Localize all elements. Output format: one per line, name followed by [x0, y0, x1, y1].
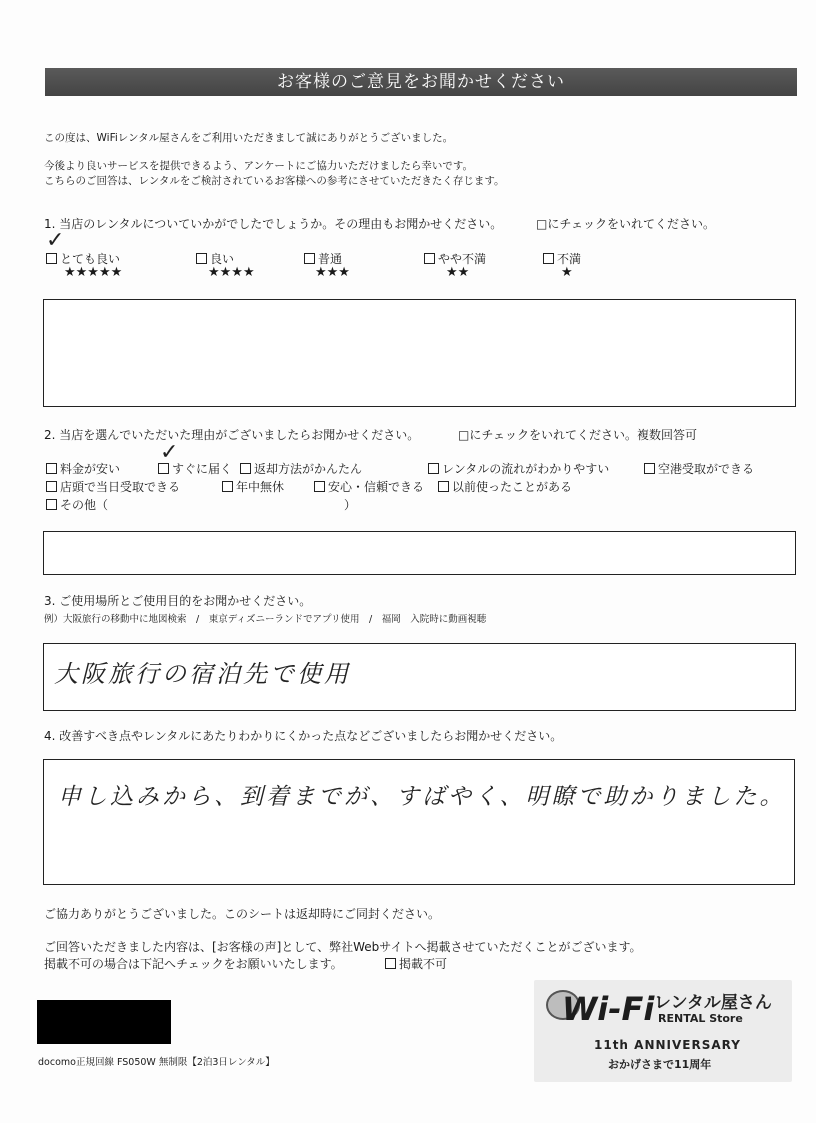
- rental-plan-text: docomo正規回線 FS050W 無制限【2泊3日レンタル】: [38, 1057, 275, 1068]
- question-2-instruction: □にチェックをいれてください。複数回答可: [458, 428, 697, 442]
- checkbox[interactable]: [314, 481, 325, 492]
- checkbox[interactable]: [438, 481, 449, 492]
- q1-stars-4: ★★★★: [208, 265, 255, 280]
- q3-handwritten-answer: 大阪旅行の宿泊先で使用: [54, 660, 351, 688]
- thanks-text: ご協力ありがとうございました。このシートは返却時にご同封ください。: [44, 907, 441, 921]
- q2-option-used-before[interactable]: 以前使ったことがある: [438, 478, 572, 495]
- q1-stars-3: ★★★: [315, 265, 350, 280]
- q2-option-cheap[interactable]: 料金が安い: [46, 460, 120, 477]
- question-2: 2. 当店を選んでいただいた理由がございましたらお聞かせください。: [44, 428, 420, 442]
- q2-option-easy-return[interactable]: 返却方法がかんたん: [240, 460, 362, 477]
- checkbox[interactable]: [543, 253, 554, 264]
- q2-option-same-day-store[interactable]: 店頭で当日受取できる: [46, 478, 180, 495]
- publish-notice-1: ご回答いただきました内容は、[お客様の声]として、弊社Webサイトへ掲載させていただくことがございます。: [44, 940, 642, 954]
- q1-answer-box[interactable]: [43, 299, 796, 407]
- intro-line-1: この度は、WiFiレンタル屋さんをご利用いただきまして誠にありがとうございました。: [44, 132, 454, 144]
- checkbox[interactable]: [46, 253, 57, 264]
- q1-option-somewhat-unsatisfied[interactable]: やや不満: [424, 250, 486, 267]
- publish-notice-2: 掲載不可の場合は下記へチェックをお願いいたします。: [44, 957, 343, 971]
- q2-option-open-all-year[interactable]: 年中無休: [222, 478, 284, 495]
- q2-other-close-paren: ）: [344, 498, 357, 512]
- logo-brand: Wi-Fi: [562, 990, 655, 1028]
- q1-option-unsatisfied[interactable]: 不満: [543, 250, 581, 267]
- check-mark-icon: ✓: [46, 228, 65, 253]
- question-3-example: 例）大阪旅行の移動中に地図検索 / 東京ディズニーランドでアプリ使用 / 福岡 入院時に動画視聴: [44, 614, 487, 625]
- q1-stars-5: ★★★★★: [64, 265, 123, 280]
- checkbox[interactable]: [240, 463, 251, 474]
- no-publish-option[interactable]: 掲載不可: [385, 955, 447, 972]
- q2-option-other[interactable]: その他（: [46, 496, 108, 513]
- q1-stars-2: ★★: [446, 265, 470, 280]
- q2-option-trustworthy[interactable]: 安心・信頼できる: [314, 478, 424, 495]
- redacted-customer-name: [37, 1000, 171, 1044]
- question-4: 4. 改善すべき点やレンタルにあたりわかりにくかった点などございましたらお聞かせください。: [44, 729, 563, 743]
- checkbox[interactable]: [428, 463, 439, 474]
- intro-line-2: 今後より良いサービスを提供できるよう、アンケートにご協力いただけましたら幸いです。: [44, 160, 474, 172]
- logo-en-name: RENTAL Store: [658, 1012, 743, 1025]
- logo-tagline: おかげさまで11周年: [608, 1058, 712, 1071]
- checkbox[interactable]: [222, 481, 233, 492]
- q4-handwritten-answer: 申し込みから、到着までが、すばやく、明瞭で助かりました。: [58, 784, 786, 810]
- q3-answer-box[interactable]: [43, 643, 796, 711]
- q2-answer-box[interactable]: [43, 531, 796, 575]
- checkbox[interactable]: [385, 958, 396, 969]
- question-1: 1. 当店のレンタルについていかがでしたでしょうか。その理由もお聞かせください。: [44, 217, 503, 231]
- checkbox[interactable]: [196, 253, 207, 264]
- q2-option-airport-pickup[interactable]: 空港受取ができる: [644, 460, 754, 477]
- logo-anniversary: 11th ANNIVERSARY: [594, 1038, 741, 1052]
- q1-option-good[interactable]: 良い: [196, 250, 234, 267]
- q4-answer-box[interactable]: [43, 759, 795, 885]
- q2-option-fast-delivery[interactable]: すぐに届く: [158, 460, 232, 477]
- q1-option-very-good[interactable]: とても良い: [46, 250, 120, 267]
- q1-option-average[interactable]: 普通: [304, 250, 342, 267]
- checkbox[interactable]: [46, 481, 57, 492]
- logo-jp-name: レンタル屋さん: [654, 993, 772, 1013]
- question-1-instruction: □にチェックをいれてください。: [536, 217, 715, 231]
- question-3: 3. ご使用場所とご使用目的をお聞かせください。: [44, 594, 312, 608]
- checkbox[interactable]: [46, 499, 57, 510]
- q2-option-easy-flow[interactable]: レンタルの流れがわかりやすい: [428, 460, 609, 477]
- wifi-rental-store-logo: [534, 980, 792, 1082]
- checkbox[interactable]: [424, 253, 435, 264]
- checkbox[interactable]: [304, 253, 315, 264]
- survey-title: お客様のご意見をお聞かせください: [45, 68, 797, 96]
- check-mark-icon: ✓: [160, 440, 179, 465]
- intro-line-3: こちらのご回答は、レンタルをご検討されているお客様への参考にさせていただきたく存じます。: [44, 175, 505, 187]
- checkbox[interactable]: [644, 463, 655, 474]
- q1-stars-1: ★: [561, 265, 573, 280]
- checkbox[interactable]: [46, 463, 57, 474]
